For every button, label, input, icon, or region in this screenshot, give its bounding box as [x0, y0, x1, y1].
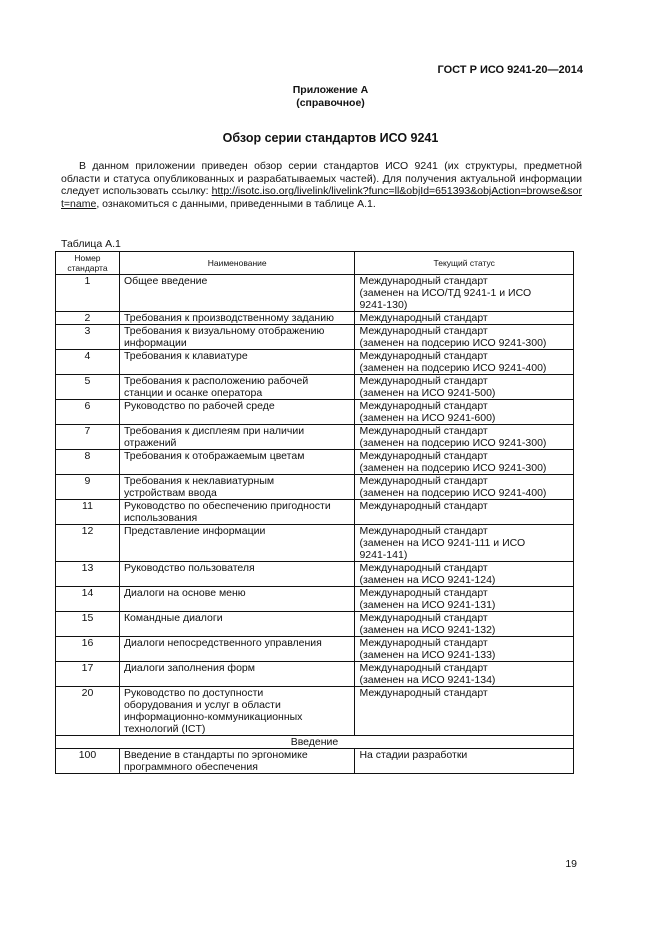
table-row: [56, 350, 574, 375]
table-header-row: [56, 252, 574, 275]
cell-name: Представление информации: [119, 525, 355, 562]
cell-status: Международный стандарт (заменен на ИСО/ТД 9241-1 и ИСО 9241-130): [355, 275, 574, 312]
cell-status: Международный стандарт (заменен на ИСО 9241-124): [355, 562, 574, 587]
section-row: [56, 736, 574, 749]
cell-name: Диалоги на основе меню: [119, 587, 355, 612]
cell-name: Требования к клавиатуре: [119, 350, 355, 375]
cell-name: Руководство пользователя: [119, 562, 355, 587]
cell-name: Требования к отображаемым цветам: [119, 450, 355, 475]
cell-status: Международный стандарт (заменен на ИСО 9241-500): [355, 375, 574, 400]
iso-livelink-link[interactable]: http://isotc.iso.org/livelink/livelink?func=ll&objId=651393&objAction=browse&sort=name: [61, 185, 582, 210]
cell-number: 11: [56, 500, 120, 525]
cell-name: Требования к производственному заданию: [119, 312, 355, 325]
table-row: [56, 662, 574, 687]
cell-status: Международный стандарт (заменен на ИСО 9241-133): [355, 637, 574, 662]
intro-text-after: , ознакомиться с данными, приведенными в таблице А.1.: [96, 197, 376, 210]
appendix-header: [0, 84, 661, 110]
document-code: ГОСТ Р ИСО 9241-20—2014: [437, 64, 583, 76]
cell-number: 6: [56, 400, 120, 425]
section-heading: Обзор серии стандартов ИСО 9241: [222, 131, 439, 145]
cell-status: На стадии разработки: [355, 749, 574, 774]
cell-number: 17: [56, 662, 120, 687]
cell-number: 14: [56, 587, 120, 612]
page-number: 19: [565, 858, 577, 870]
table-row: [56, 450, 574, 475]
section-label: Введение: [56, 736, 574, 749]
table-row: [56, 687, 574, 736]
cell-status: Международный стандарт (заменен на подсерию ИСО 9241-400): [355, 475, 574, 500]
cell-number: 20: [56, 687, 120, 736]
cell-status: Международный стандарт (заменен на подсерию ИСО 9241-300): [355, 425, 574, 450]
table-row: [56, 475, 574, 500]
cell-status: Международный стандарт (заменен на подсерию ИСО 9241-300): [355, 325, 574, 350]
table-row: [56, 275, 574, 312]
cell-name: Требования к расположению рабочей станции и осанке оператора: [119, 375, 355, 400]
table-caption: Таблица А.1: [61, 238, 121, 250]
table-row: [56, 612, 574, 637]
cell-status: Международный стандарт (заменен на подсерию ИСО 9241-400): [355, 350, 574, 375]
intro-paragraph: [61, 160, 582, 210]
standards-table: [55, 251, 574, 774]
cell-status: Международный стандарт (заменен на ИСО 9241-111 и ИСО 9241-141): [355, 525, 574, 562]
cell-name: Руководство по обеспечению пригодности использования: [119, 500, 355, 525]
header-number: Номер стандарта: [56, 252, 120, 275]
cell-name: Требования к дисплеям при наличии отражений: [119, 425, 355, 450]
cell-name: Требования к визуальному отображению информации: [119, 325, 355, 350]
table-row: [56, 500, 574, 525]
cell-number: 15: [56, 612, 120, 637]
cell-name: Командные диалоги: [119, 612, 355, 637]
cell-status: Международный стандарт: [355, 500, 574, 525]
cell-name: Общее введение: [119, 275, 355, 312]
cell-status: Международный стандарт (заменен на ИСО 9241-134): [355, 662, 574, 687]
appendix-subtitle: (справочное): [296, 97, 365, 109]
cell-name: Требования к неклавиатурным устройствам ввода: [119, 475, 355, 500]
table-row: [56, 587, 574, 612]
intro-text-before: В данном приложении приведен обзор серии стандартов ИСО 9241 (их структуры, предметной области и статуса опубликованных и разрабатываемых частей). Для получения актуальной информации следует использовать ссылку:: [61, 160, 582, 198]
table-row: [56, 525, 574, 562]
table-row: [56, 749, 574, 774]
table-row: [56, 325, 574, 350]
cell-number: 100: [56, 749, 120, 774]
cell-number: 12: [56, 525, 120, 562]
cell-name: Руководство по рабочей среде: [119, 400, 355, 425]
header-name: Наименование: [119, 252, 355, 275]
cell-number: 5: [56, 375, 120, 400]
cell-status: Международный стандарт: [355, 687, 574, 736]
cell-status: Международный стандарт (заменен на ИСО 9241-132): [355, 612, 574, 637]
table-row: [56, 312, 574, 325]
header-status: Текущий статус: [355, 252, 574, 275]
table-row: [56, 375, 574, 400]
cell-status: Международный стандарт (заменен на ИСО 9241-600): [355, 400, 574, 425]
table-row: [56, 637, 574, 662]
cell-number: 3: [56, 325, 120, 350]
cell-number: 2: [56, 312, 120, 325]
cell-number: 16: [56, 637, 120, 662]
cell-name: Руководство по доступности оборудования и услуг в области информационно-коммуникационных технологий (ICT): [119, 687, 355, 736]
table-row: [56, 562, 574, 587]
table-body: [56, 275, 574, 774]
cell-name: Введение в стандарты по эргономике программного обеспечения: [119, 749, 355, 774]
cell-number: 9: [56, 475, 120, 500]
cell-status: Международный стандарт (заменен на подсерию ИСО 9241-300): [355, 450, 574, 475]
table-row: [56, 400, 574, 425]
cell-status: Международный стандарт (заменен на ИСО 9241-131): [355, 587, 574, 612]
cell-name: Диалоги непосредственного управления: [119, 637, 355, 662]
cell-number: 7: [56, 425, 120, 450]
cell-number: 8: [56, 450, 120, 475]
table-row: [56, 425, 574, 450]
cell-number: 13: [56, 562, 120, 587]
cell-name: Диалоги заполнения форм: [119, 662, 355, 687]
appendix-title: Приложение А: [292, 84, 369, 96]
cell-number: 4: [56, 350, 120, 375]
cell-status: Международный стандарт: [355, 312, 574, 325]
cell-number: 1: [56, 275, 120, 312]
